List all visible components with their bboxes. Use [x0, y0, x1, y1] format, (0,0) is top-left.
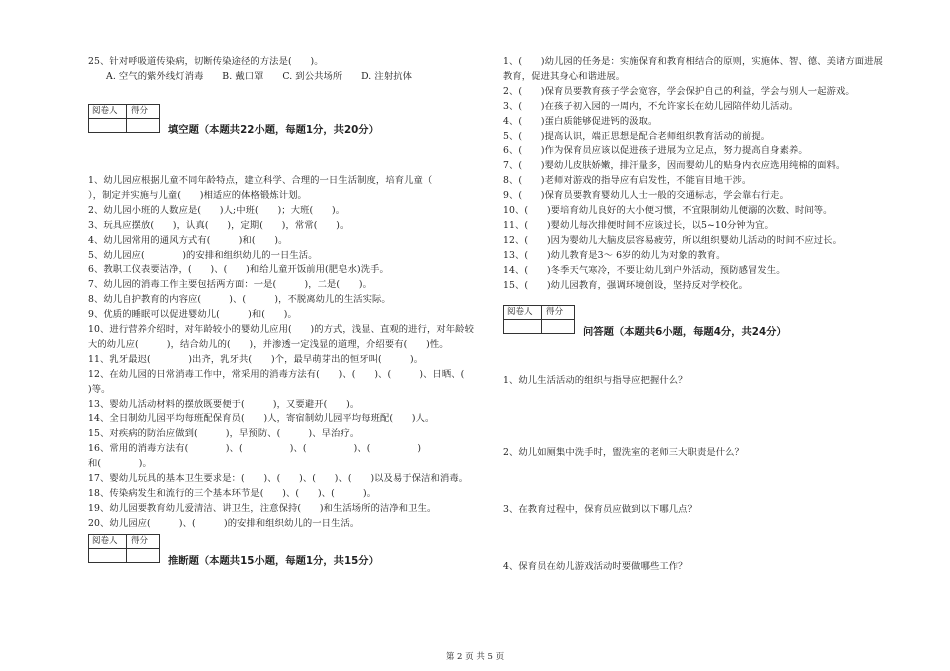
question-line: 13、婴幼儿活动材料的摆放既要便于( )，又要避开( )。 [88, 398, 360, 410]
question-line: 9、优质的睡眠可以促进婴幼儿( )和( )。 [88, 309, 297, 321]
qa-question-3: 3、在教育过程中，保育员应做到以下哪几点？ [503, 504, 697, 515]
qa-section-heading: 问答题（本题共6小题，每题4分，共24分） [583, 326, 787, 338]
question-line: 19、幼儿园要教育幼儿爱清洁、讲卫生，注意保持( )和生活场所的洁净和卫生。 [88, 502, 437, 514]
question-25-options: A. 空气的紫外线灯消毒 B. 戴口罩 C. 到公共场所 D. 注射抗体 [106, 71, 413, 82]
question-line: 4、( )蛋白质能够促进钙的汲取。 [503, 115, 658, 127]
judge-section-heading: 推断题（本题共15小题，每题1分，共15分） [168, 555, 379, 567]
question-line: 6、( )作为保育员应该以促进孩子进展为立足点，努力提高自身素养。 [503, 145, 808, 157]
question-line: 7、( )婴幼儿皮肤娇嫩，排汗量多，因而婴幼儿的贴身内衣应选用纯棉的面料。 [503, 160, 846, 172]
question-line: 3、玩具应摆放( )，认真( )，定期( )，常常( )。 [88, 219, 350, 231]
score-box-qa [503, 305, 575, 334]
question-line: 1、幼儿园应根据儿童不同年龄特点，建立科学、合理的一日生活制度，培育儿童（ [88, 175, 433, 186]
question-line: 4、幼儿园常用的通风方式有( )和( )。 [88, 234, 288, 246]
question-line: 15、( )幼儿园教育，强调环境创设，坚持反对学校化。 [503, 279, 749, 291]
question-line: 8、幼儿自护教育的内容应( )、( )，不脱离幼儿的生活实际。 [88, 294, 391, 306]
question-line: 和( )。 [88, 458, 152, 470]
question-line: ），制定并实施与儿童( )相适应的体格锻炼计划。 [88, 189, 307, 201]
reviewer-label: 阅卷人 [504, 306, 542, 319]
qa-question-1: 1、幼儿生活活动的组织与指导应把握什么？ [503, 375, 688, 386]
question-line: 10、进行营养介绍时，对年龄较小的婴幼儿应用( )的方式，浅显、直观的进行，对年龄较 [88, 324, 474, 335]
score-box-judge [88, 534, 160, 563]
question-line: 5、( )提高认识，端正思想是配合老师组织教育活动的前提。 [503, 130, 771, 142]
question-line: 2、( )保育员要教育孩子学会宽容，学会保护自己的利益，学会与别人一起游戏。 [503, 85, 855, 97]
question-line: 1、( )幼儿园的任务是：实施保育和教育相结合的原则，实施体、智、德、美诸方面进展 [503, 56, 883, 67]
qa-question-4: 4、保育员在幼儿游戏活动时要做哪些工作？ [503, 561, 688, 572]
question-line: 14、( )冬季天气寒冷，不要让幼儿到户外活动，预防感冒发生。 [503, 264, 786, 276]
reviewer-label: 阅卷人 [89, 105, 127, 118]
question-line: 11、乳牙最迟( )出齐，乳牙共( )个，最早萌芽出的恒牙叫( )。 [88, 353, 424, 365]
page-footer: 第 2 页 共 5 页 [445, 652, 505, 662]
question-line: 6、教职工仪表要洁净，( )、( )和给儿童开饭前用(肥皂水)洗手。 [88, 264, 389, 276]
question-25: 25、针对呼吸道传染病，切断传染途径的方法是( )。 [88, 56, 324, 67]
score-label: 得分 [131, 106, 149, 116]
question-line: 9、( )保育员要教育婴幼儿人士一般的交通标志，学会靠右行走。 [503, 190, 789, 202]
question-line: 2、幼儿园小班的人数应是( )人;中班( )；大班( )。 [88, 204, 346, 216]
question-line: 18、传染病发生和流行的三个基本环节是( )、( )、( )。 [88, 487, 377, 499]
question-line: 14、全日制幼儿园平均每班配保育员( )人，寄宿制幼儿园平均每班配( )人。 [88, 413, 435, 425]
question-line: 5、幼儿园应( )的安排和组织幼儿的一日生活。 [88, 249, 318, 261]
question-line: )等。 [88, 383, 111, 395]
question-line: 12、( )因为婴幼儿大脑皮层容易疲劳，所以组织婴幼儿活动的时间不应过长。 [503, 234, 842, 246]
question-line: 12、在幼儿园的日常消毒工作中，常采用的消毒方法有( )、( )、( )、日晒、( [88, 368, 484, 380]
question-line: 15、对疾病的防治应做到( )，早预防、( )、早治疗。 [88, 428, 360, 440]
question-line: 17、婴幼儿玩具的基本卫生要求是：( )、( )、( )、( )以及易于保洁和消毒。 [88, 473, 469, 484]
fill-section-heading: 填空题（本题共22小题，每题1分，共20分） [168, 124, 379, 136]
question-line: 11、( )婴幼儿每次排便时间不应该过长，以5~10分钟为宜。 [503, 219, 774, 231]
score-label: 得分 [546, 307, 564, 317]
question-line: 13、( )幼儿教育是3～ 6岁的幼儿为对象的教育。 [503, 249, 726, 261]
question-line: 8、( )老师对游戏的指导应有启发性，不能盲目地干涉。 [503, 175, 752, 187]
reviewer-label: 阅卷人 [89, 535, 127, 548]
question-line: 教育，促进其身心和谐进展。 [503, 70, 626, 82]
question-line: 10、( )要培育幼儿良好的大小便习惯，不宜限制幼儿便溺的次数、时间等。 [503, 205, 833, 216]
question-line: 3、( )在孩子初入园的一周内，不允许家长在幼儿园陪伴幼儿活动。 [503, 100, 799, 112]
question-line: 大的幼儿应( )，结合幼儿的( )，并渗透一定浅显的道理，介绍要有( )性。 [88, 338, 449, 350]
qa-question-2: 2、幼儿如厕集中洗手时，盥洗室的老师三大职责是什么？ [503, 447, 744, 458]
score-box-fill [88, 104, 160, 133]
question-line: 7、幼儿园的消毒工作主要包括两方面：一是( )，二是( )。 [88, 279, 373, 291]
question-line: 16、常用的消毒方法有( )、( )、( )、( ) [88, 443, 422, 455]
question-line: 20、幼儿园应( )、( )的安排和组织幼儿的一日生活。 [88, 517, 360, 529]
score-label: 得分 [131, 536, 149, 546]
